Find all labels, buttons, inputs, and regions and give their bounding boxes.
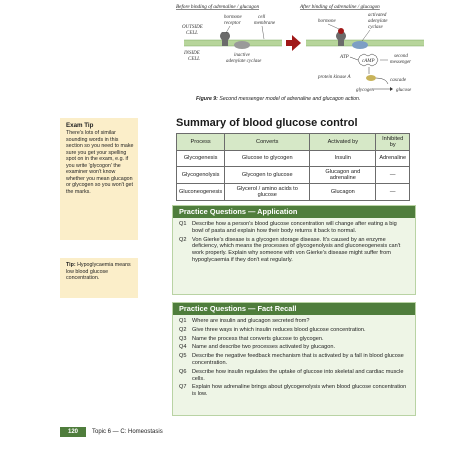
inactive-adenylate-cyclase-shape: [234, 41, 250, 49]
activated-ac-label-1: activated: [368, 13, 387, 18]
practice-fact-list: [173, 315, 415, 403]
header-converts: Converts: [225, 134, 310, 151]
exam-tip-text: There's lots of similar sounding words in this section so you need to make sure you get your spelling spot on in the exam, e.g. if you write 'glycogon' the examiner won't know whether you mean glucagon or glycogen so you won't get the marks.: [66, 130, 134, 195]
question-text: Describe how a person's blood glucose concentration will change after eating a big bowl of pasta and explain how their body returns it back to normal.: [192, 221, 397, 234]
question-number: Q1: [179, 221, 187, 227]
tip-text: Hypoglycaemia means low blood glucose concentration.: [66, 262, 131, 281]
question-text: Give three ways in which insulin reduces blood glucose concentration.: [192, 326, 366, 333]
table-cell: Glucagon and adrenaline: [310, 167, 376, 184]
hormone-leader-line: [328, 24, 339, 29]
second-messenger-diagram: [168, 2, 428, 94]
question-text: Von Gierke's disease is a glycogen storage disease. It's caused by an enzyme deficiency, which means the processes of glycogenolysis and gluconeogenesis can't work properly. Explain why someone with von Gierke's disease might suffer from hypoglycaemia if they don't eat regularly.: [192, 236, 401, 263]
table-header-row: [177, 134, 410, 151]
before-heading: Before binding of adrenaline / glucagon: [176, 4, 260, 10]
header-inhibited-by: Inhibited by: [376, 134, 410, 151]
list-item: [179, 318, 409, 325]
practice-application-title: Practice Questions — Application: [173, 206, 415, 218]
hormone-receptor-label-2: receptor: [224, 21, 241, 26]
cell-membrane-before: [184, 40, 282, 46]
camp-label: cAMP: [362, 59, 375, 64]
inactive-ac-label-1: inactive: [234, 53, 250, 58]
table-cell: Glucose to glycogen: [225, 151, 310, 167]
cell-membrane-label-2: membrane: [254, 21, 276, 26]
practice-fact-title: Practice Questions — Fact Recall: [173, 303, 415, 315]
table-cell: —: [376, 184, 410, 201]
question-number: Q2: [179, 326, 187, 333]
figure-caption-text: Second messenger model of adrenaline and glucagon action.: [219, 96, 361, 102]
glucose-label: glucose: [396, 88, 412, 93]
cell-membrane-label-1: cell: [258, 15, 266, 20]
inside-cell-label-1: INSIDE: [184, 51, 200, 56]
header-activated-by: Activated by: [310, 134, 376, 151]
question-number: Q4: [179, 344, 187, 351]
atp-arrow: [350, 57, 358, 60]
question-text: Describe how insulin regulates the uptake of glucose into skeletal and cardiac muscle cells.: [192, 368, 404, 382]
question-number: Q5: [179, 353, 187, 360]
practice-questions-fact-recall: [172, 302, 416, 416]
cascade-arrow: [376, 78, 388, 84]
question-text: Name and describe two processes activated by glucagon.: [192, 344, 336, 351]
question-number: Q6: [179, 368, 187, 375]
second-messenger-label-1: second: [394, 54, 408, 59]
second-messenger-label-2: messenger: [390, 60, 412, 65]
list-item: [179, 221, 409, 235]
practice-application-list: [173, 218, 415, 269]
question-text: Name the process that converts glucose to glycogen.: [192, 335, 324, 342]
activated-ac-label-3: cyclase: [368, 25, 383, 30]
table-cell: Glycogenesis: [177, 151, 225, 167]
cascade-label: cascade: [390, 78, 407, 83]
table-cell: Gluconeogenesis: [177, 184, 225, 201]
list-item: [179, 237, 409, 264]
list-item: [179, 344, 409, 351]
table-cell: —: [376, 167, 410, 184]
exam-tip-box: [60, 118, 138, 240]
table-cell: Glucagon: [310, 184, 376, 201]
activated-adenylate-cyclase-shape: [352, 41, 368, 49]
table-row: [177, 184, 410, 201]
header-process: Process: [177, 134, 225, 151]
list-item: [179, 353, 409, 367]
summary-title: Summary of blood glucose control: [176, 117, 358, 129]
question-text: Explain how adrenaline brings about glycogenolysis when blood glucose concentration is low.: [192, 384, 407, 398]
question-text: Describe the negative feedback mechanism that is activated by a fall in blood glucose concentration.: [192, 353, 404, 366]
question-number: Q7: [179, 384, 187, 391]
table-cell: Insulin: [310, 151, 376, 167]
table-cell: Glycerol / amino acids to glucose: [225, 184, 310, 201]
tip-title: Tip:: [66, 262, 76, 268]
hypoglycaemia-tip-box: [60, 258, 138, 298]
summary-table: [176, 133, 410, 201]
footer-topic: Topic 6 — C: Homeostasis: [92, 429, 163, 435]
table-cell: Adrenaline: [376, 151, 410, 167]
exam-tip-title: Exam Tip: [66, 122, 94, 129]
protein-kinase-a-label: protein kinase A: [318, 75, 351, 80]
protein-kinase-a-shape: [366, 75, 376, 81]
activated-ac-label-2: adenylate: [368, 19, 388, 24]
table-cell: Glycogenolysis: [177, 167, 225, 184]
page-number: 120: [60, 427, 86, 437]
list-item: [179, 327, 409, 334]
table-row: [177, 167, 410, 184]
inactive-ac-label-2: adenylate cyclase: [226, 59, 262, 64]
outside-cell-label-1: OUTSIDE: [182, 25, 203, 30]
practice-questions-application: [172, 205, 416, 295]
hormone-receptor-label-1: hormone: [224, 15, 242, 20]
glycogen-to-glucose-arrowhead: [390, 87, 393, 91]
question-number: Q1: [179, 318, 187, 324]
atp-label: ATP: [340, 55, 349, 60]
table-row: [177, 151, 410, 167]
outside-cell-label-2: CELL: [186, 31, 198, 36]
figure-caption-label: Figure 9:: [196, 96, 218, 102]
activated-ac-leader-line: [362, 30, 370, 41]
receptor-leader-line: [226, 26, 230, 33]
membrane-leader-line: [262, 26, 264, 39]
figure-caption: [196, 96, 436, 102]
question-text: Where are insulin and glucagon secreted from?: [192, 318, 310, 324]
question-number: Q3: [179, 335, 187, 342]
table-cell: Glycogen to glucose: [225, 167, 310, 184]
after-heading: After binding of adrenaline / glucagon: [300, 4, 380, 10]
question-number: Q2: [179, 236, 187, 243]
list-item: [179, 369, 409, 383]
inside-cell-label-2: CELL: [188, 57, 200, 62]
glycogen-label: glycogen: [356, 88, 375, 93]
transition-arrow: [286, 35, 301, 51]
list-item: [179, 384, 409, 398]
hormone-label: hormone: [318, 19, 336, 24]
list-item: [179, 336, 409, 343]
